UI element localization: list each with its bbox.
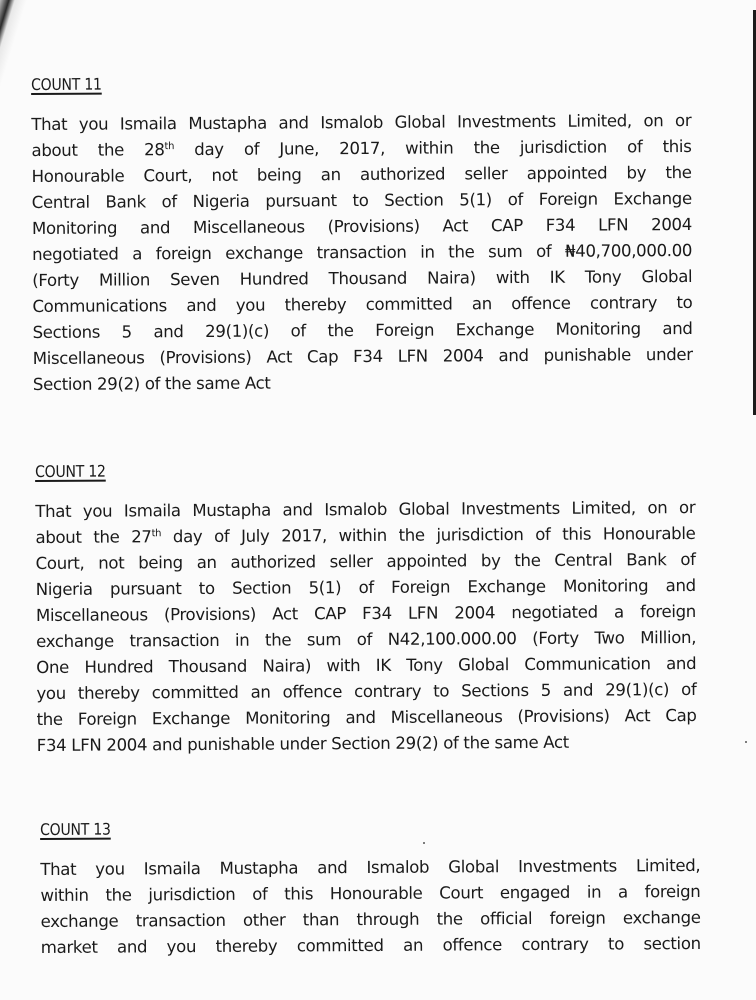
body-line: (Forty Million Seven Hundred Thousand Naira) with IK Tony Global (32, 266, 693, 290)
line-text: day of July 2017, within the jurisdiction of this Honourable (161, 523, 696, 547)
body-line: That you Ismaila Mustapha and Ismalob Global Investments Limited, on or (35, 497, 696, 521)
body-line: you thereby committed an offence contrary to Sections 5 and 29(1)(c) of (36, 679, 697, 703)
count-13-section (40, 816, 701, 961)
body-line: Section 29(2) of the same Act (32, 373, 271, 394)
body-line: negotiated a foreign exchange transaction in the sum of ₦40,700,000.00 (32, 240, 693, 264)
body-line: exchange transaction in the sum of N42,100.000.00 (Forty Two Million, (36, 627, 697, 651)
body-line: the Foreign Exchange Monitoring and Miscellaneous (Provisions) Act Cap (36, 705, 697, 729)
body-line: Honourable Court, not being an authorized seller appointed by the (31, 162, 692, 186)
body-line: market and you thereby committed an offence contrary to section (40, 933, 701, 957)
body-line: Miscellaneous (Provisions) Act Cap F34 LFN 2004 and punishable under (32, 344, 693, 368)
body-line: Court, not being an authorized seller appointed by the Central Bank of (35, 549, 696, 573)
count-heading: COUNT 12 (35, 461, 106, 481)
body-line (31, 134, 691, 164)
count-body (35, 495, 697, 759)
body-line: exchange transaction other than through the official foreign exchange (40, 907, 701, 931)
line-text: about the 28 (31, 140, 165, 160)
scan-edge-shadow-left (0, 0, 30, 120)
count-body (40, 853, 701, 961)
body-line: Sections 5 and 29(1)(c) of the Foreign Exchange Monitoring and (32, 318, 693, 342)
body-line: F34 LFN 2004 and punishable under Section 29(2) of the same Act (36, 732, 569, 755)
count-11-section (31, 71, 693, 398)
line-text: about the 27 (35, 527, 152, 547)
body-line: Monitoring and Miscellaneous (Provisions) Act CAP F34 LFN 2004 (31, 214, 692, 238)
line-text: day of June, 2017, within the jurisdiction of this (174, 136, 692, 160)
body-line: within the jurisdiction of this Honourable Court engaged in a foreign (40, 881, 701, 905)
body-line: Miscellaneous (Provisions) Act CAP F34 LFN 2004 negotiated a foreign (35, 601, 696, 625)
ordinal-suffix: th (151, 528, 162, 540)
count-body (31, 108, 693, 398)
count-heading: COUNT 13 (40, 819, 111, 839)
ordinal-suffix: th (164, 141, 175, 153)
body-line: That you Ismaila Mustapha and Ismalob Global Investments Limited, (40, 855, 701, 879)
scan-speck (745, 741, 747, 743)
count-heading: COUNT 11 (31, 74, 102, 94)
body-line (35, 521, 695, 551)
body-line: Communications and you thereby committed an offence contrary to (32, 292, 693, 316)
count-12-section (35, 458, 697, 759)
body-line: One Hundred Thousand Naira) with IK Tony Global Communication and (36, 653, 697, 677)
scan-speck (423, 842, 425, 844)
body-line: Nigeria pursuant to Section 5(1) of Foreign Exchange Monitoring and (35, 575, 696, 599)
body-line: Central Bank of Nigeria pursuant to Section 5(1) of Foreign Exchange (31, 188, 692, 212)
body-line: That you Ismaila Mustapha and Ismalob Global Investments Limited, on or (31, 110, 692, 134)
